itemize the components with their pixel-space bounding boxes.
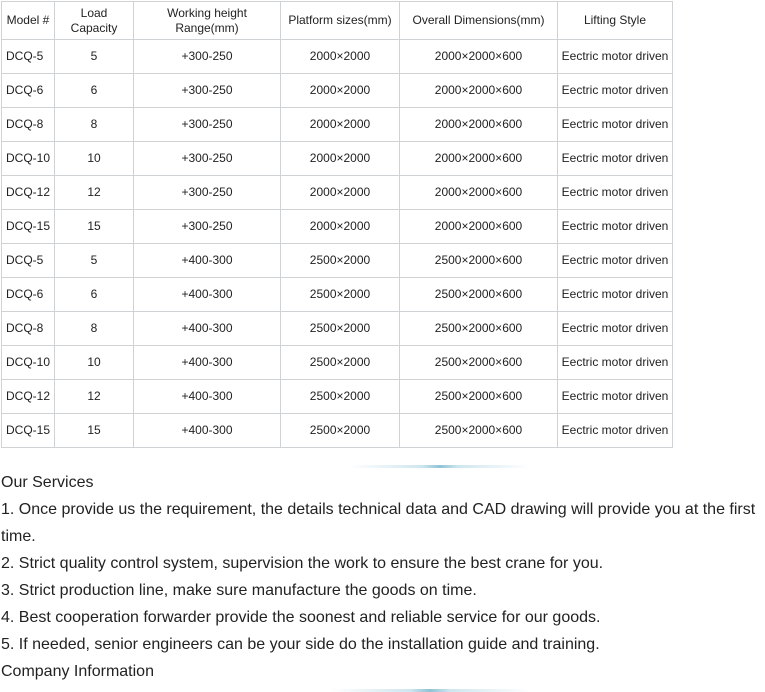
lifting-style-cell: Eectric motor driven	[558, 278, 673, 312]
load-capacity-cell: 5	[55, 244, 134, 278]
table-row	[2, 312, 673, 346]
load-capacity-cell: 6	[55, 278, 134, 312]
model-cell: DCQ-12	[2, 380, 55, 414]
model-cell: DCQ-15	[2, 210, 55, 244]
table-row	[2, 74, 673, 108]
service-item-2: 2. Strict quality control system, supervision the work to ensure the best crane for you.	[1, 555, 604, 572]
working-height-cell: +400-300	[134, 414, 281, 448]
working-height-cell: +300-250	[134, 142, 281, 176]
overall-dimensions-cell: 2000×2000×600	[400, 40, 558, 74]
load-capacity-cell: 5	[55, 40, 134, 74]
header-platform-sizes: Platform sizes(mm)	[281, 2, 400, 40]
working-height-cell: +300-250	[134, 176, 281, 210]
lifting-style-cell: Eectric motor driven	[558, 142, 673, 176]
overall-dimensions-cell: 2500×2000×600	[400, 278, 558, 312]
lifting-style-cell: Eectric motor driven	[558, 108, 673, 142]
lifting-style-cell: Eectric motor driven	[558, 176, 673, 210]
model-cell: DCQ-15	[2, 414, 55, 448]
working-height-cell: +400-300	[134, 312, 281, 346]
platform-size-cell: 2500×2000	[281, 278, 400, 312]
company-heading: Company Information	[1, 663, 154, 680]
working-height-cell: +300-250	[134, 74, 281, 108]
lifting-style-cell: Eectric motor driven	[558, 40, 673, 74]
table-row	[2, 414, 673, 448]
table-row	[2, 176, 673, 210]
overall-dimensions-cell: 2000×2000×600	[400, 176, 558, 210]
model-cell: DCQ-6	[2, 278, 55, 312]
platform-size-cell: 2000×2000	[281, 210, 400, 244]
lifting-style-cell: Eectric motor driven	[558, 244, 673, 278]
working-height-cell: +300-250	[134, 210, 281, 244]
lifting-style-cell: Eectric motor driven	[558, 380, 673, 414]
model-cell: DCQ-6	[2, 74, 55, 108]
platform-size-cell: 2500×2000	[281, 380, 400, 414]
platform-size-cell: 2000×2000	[281, 176, 400, 210]
services-heading: Our Services	[1, 474, 94, 491]
overall-dimensions-cell: 2500×2000×600	[400, 414, 558, 448]
header-overall-dimensions: Overall Dimensions(mm)	[400, 2, 558, 40]
lifting-style-cell: Eectric motor driven	[558, 414, 673, 448]
service-item-3: 3. Strict production line, make sure manufacture the goods on time.	[1, 582, 477, 599]
overall-dimensions-cell: 2500×2000×600	[400, 346, 558, 380]
load-capacity-cell: 10	[55, 346, 134, 380]
header-lifting-style: Lifting Style	[558, 2, 673, 40]
overall-dimensions-cell: 2500×2000×600	[400, 380, 558, 414]
model-cell: DCQ-10	[2, 346, 55, 380]
header-working-height: Working height Range(mm)	[134, 2, 281, 40]
spec-table	[1, 1, 673, 448]
divider-decoration	[350, 465, 530, 468]
lifting-style-cell: Eectric motor driven	[558, 312, 673, 346]
load-capacity-cell: 15	[55, 210, 134, 244]
overall-dimensions-cell: 2000×2000×600	[400, 142, 558, 176]
load-capacity-cell: 12	[55, 380, 134, 414]
working-height-cell: +300-250	[134, 108, 281, 142]
overall-dimensions-cell: 2500×2000×600	[400, 244, 558, 278]
header-load-capacity: Load Capacity	[55, 2, 134, 40]
table-row	[2, 210, 673, 244]
load-capacity-cell: 10	[55, 142, 134, 176]
overall-dimensions-cell: 2000×2000×600	[400, 108, 558, 142]
load-capacity-cell: 6	[55, 74, 134, 108]
load-capacity-cell: 8	[55, 312, 134, 346]
model-cell: DCQ-5	[2, 244, 55, 278]
spec-table-body	[2, 2, 673, 448]
working-height-cell: +400-300	[134, 244, 281, 278]
model-cell: DCQ-8	[2, 312, 55, 346]
table-row	[2, 346, 673, 380]
load-capacity-cell: 15	[55, 414, 134, 448]
platform-size-cell: 2500×2000	[281, 346, 400, 380]
model-cell: DCQ-8	[2, 108, 55, 142]
model-cell: DCQ-12	[2, 176, 55, 210]
platform-size-cell: 2000×2000	[281, 74, 400, 108]
table-row	[2, 108, 673, 142]
overall-dimensions-cell: 2000×2000×600	[400, 210, 558, 244]
table-row	[2, 278, 673, 312]
table-row	[2, 40, 673, 74]
lifting-style-cell: Eectric motor driven	[558, 210, 673, 244]
platform-size-cell: 2500×2000	[281, 414, 400, 448]
overall-dimensions-cell: 2000×2000×600	[400, 74, 558, 108]
working-height-cell: +300-250	[134, 40, 281, 74]
working-height-cell: +400-300	[134, 380, 281, 414]
model-cell: DCQ-10	[2, 142, 55, 176]
table-header-row	[2, 2, 673, 40]
platform-size-cell: 2000×2000	[281, 40, 400, 74]
platform-size-cell: 2000×2000	[281, 142, 400, 176]
lifting-style-cell: Eectric motor driven	[558, 74, 673, 108]
platform-size-cell: 2500×2000	[281, 244, 400, 278]
working-height-cell: +400-300	[134, 278, 281, 312]
header-model: Model #	[2, 2, 55, 40]
platform-size-cell: 2000×2000	[281, 108, 400, 142]
working-height-cell: +400-300	[134, 346, 281, 380]
lifting-style-cell: Eectric motor driven	[558, 346, 673, 380]
overall-dimensions-cell: 2500×2000×600	[400, 312, 558, 346]
table-row	[2, 380, 673, 414]
load-capacity-cell: 12	[55, 176, 134, 210]
model-cell: DCQ-5	[2, 40, 55, 74]
service-item-4: 4. Best cooperation forwarder provide the soonest and reliable service for our goods.	[1, 609, 601, 626]
platform-size-cell: 2500×2000	[281, 312, 400, 346]
service-item-5: 5. If needed, senior engineers can be your side do the installation guide and training.	[1, 636, 600, 653]
table-row	[2, 244, 673, 278]
service-item-1: 1. Once provide us the requirement, the details technical data and CAD drawing will provide you at the first time.	[1, 501, 756, 545]
load-capacity-cell: 8	[55, 108, 134, 142]
table-row	[2, 142, 673, 176]
